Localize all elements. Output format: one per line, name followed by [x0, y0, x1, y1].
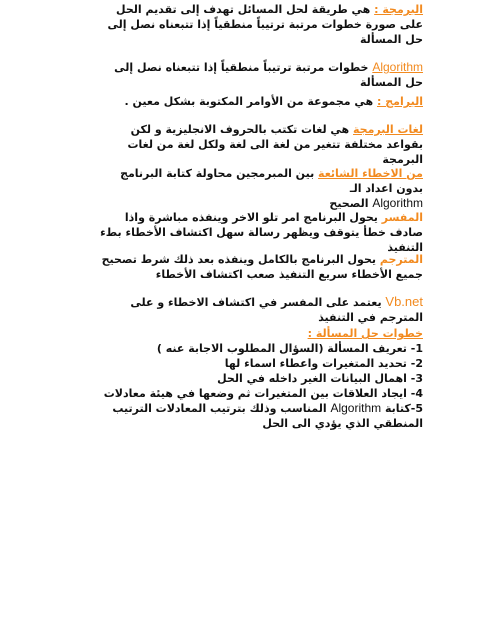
term-algorithm-inline: Algorithm: [372, 196, 423, 210]
definition-algorithm: [100, 60, 423, 90]
step-item: 2- تحديد المتغيرات واعطاء اسماء لها: [224, 357, 423, 370]
definition-common-errors: [100, 166, 423, 211]
definition-text: يحول البرنامج بالكامل وينفذه بعد ذلك شرط تصحيح جميع الأخطاء سريع التنفيذ صعب اكتشاف الأخطاء: [101, 253, 423, 281]
definition-vbnet: [100, 294, 423, 325]
steps-heading: خطوات حل المسألة :: [307, 327, 423, 340]
term-languages: لغات البرمجة: [353, 123, 423, 136]
step-item-5: [100, 401, 423, 431]
term-algorithm: Algorithm: [372, 60, 423, 74]
definition-text: هي طريقة لحل المسائل تهدف إلى تقديم الحل على صورة خطوات مرتبة ترتيباً منطقياً إذا تتبعناه نصل إلى حل المسألة: [107, 3, 423, 46]
definition-programming: [100, 2, 423, 47]
term-programming: البرمجة :: [374, 3, 423, 16]
definition-languages: [100, 122, 423, 167]
term-algorithm-step: Algorithm: [330, 401, 382, 415]
term-vbnet: Vb.net: [385, 294, 423, 309]
step-item: 3- اهمال البيانات الغير داخله في الحل: [217, 372, 423, 385]
term-interpreter: المفسر: [381, 211, 423, 224]
definition-text: هي مجموعة من الأوامر المكتوبة بشكل معين .: [124, 95, 378, 108]
steps-section: [100, 326, 423, 431]
definition-interpreter: [100, 210, 423, 255]
definition-text: بين المبرمجين محاولة كتابة البرنامج بدون اعداد الـ: [120, 167, 423, 195]
step-5-prefix: 5-كتابة: [381, 402, 423, 415]
definition-text-tail: الصحيح: [329, 197, 373, 210]
definition-text: يعتمد على المفسر في اكتشاف الاخطاء و على المترجم في التنفيذ: [130, 296, 423, 324]
definition-compiler: [100, 252, 423, 282]
step-item: 4- ايجاد العلاقات بين المتغيرات ثم وضعها في هيئة معادلات: [103, 387, 423, 400]
term-programs: البرامج :: [377, 95, 423, 108]
step-item: 1- تعريف المسألة (السؤال المطلوب الاجابة عنه ): [156, 342, 423, 355]
definition-text: يحول البرنامج امر تلو الاخر وينفذه مباشرة واذا صادف خطأ يتوقف ويظهر رسالة سهل اكتشاف الأخطاء بطء التنفيذ: [100, 211, 423, 254]
definition-programs: [100, 94, 423, 109]
term-compiler: المترجم: [379, 253, 423, 266]
step-5-text: المناسب وذلك بترتيب المعادلات الترتيب المنطقي الذي يؤدي الى الحل: [112, 402, 423, 430]
definition-text: هي لغات تكتب بالحروف الانجليزية و لكن بقواعد مختلفة تتغير من لغة الى لغة ولكل لغة من لغات البرمجة: [127, 123, 423, 166]
definition-text: خطوات مرتبة ترتيباً منطقياً إذا تتبعناه نصل إلى حل المسألة: [114, 61, 423, 89]
term-common-errors: من الاخطاء الشائعة: [318, 167, 423, 180]
